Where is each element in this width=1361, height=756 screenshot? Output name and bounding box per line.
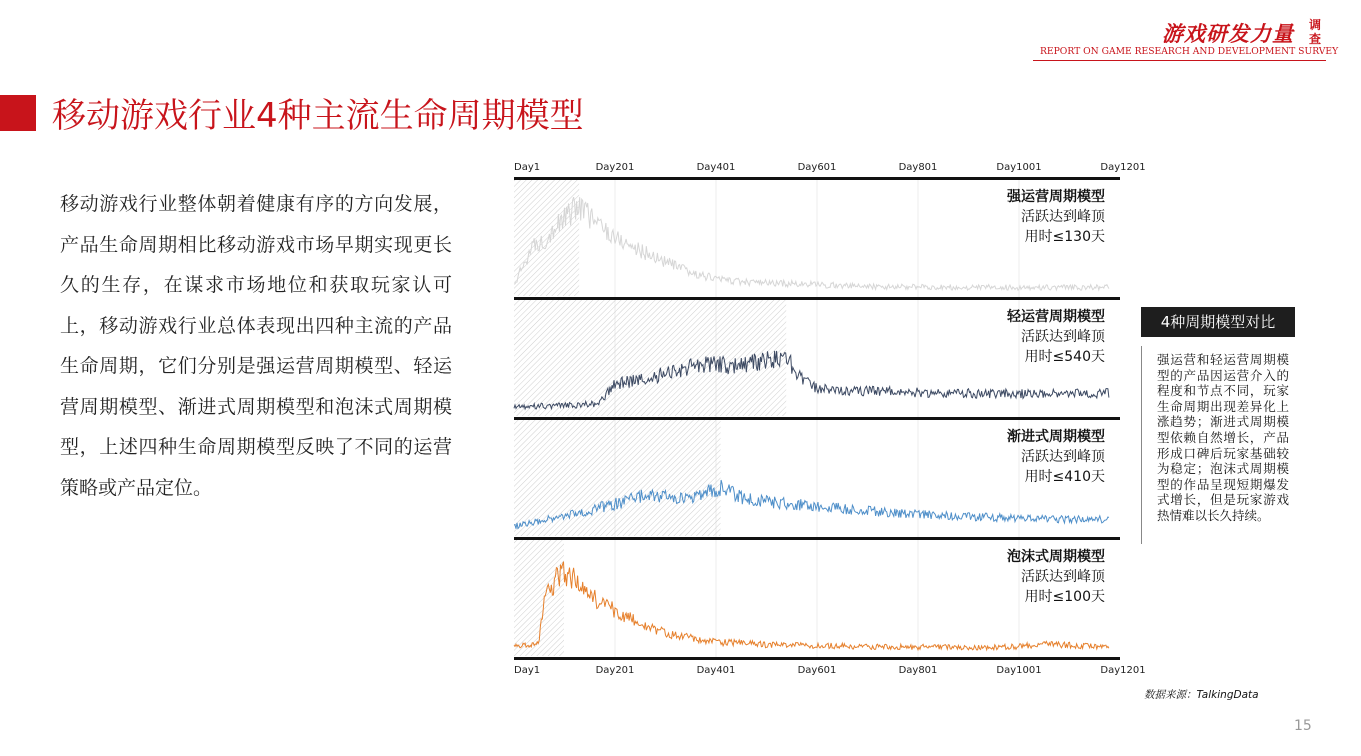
header-divider: [1033, 60, 1326, 61]
brand-subtitle: REPORT ON GAME RESEARCH AND DEVELOPMENT SURVEY: [1040, 46, 1339, 57]
series-name-label: 渐进式周期模型: [1007, 429, 1105, 445]
brand-logo: 游戏研发力量: [1162, 22, 1294, 46]
title-accent-bar: [0, 95, 36, 131]
intro-paragraph: 移动游戏行业整体朝着健康有序的方向发展，产品生命周期相比移动游戏市场早期实现更长久的生存，在谋求市场地位和获取玩家认可上，移动游戏行业总体表现出四种主流的产品生命周期，它们分别是强运营周期模型、轻运营周期模型、渐进式周期模型和泡沫式周期模型，上述四种生命周期模型反映了不同的运营策略或产品定位。: [60, 193, 452, 499]
series-name-label: 轻运营周期模型: [1007, 309, 1105, 325]
x-tick-label-top: Day1001: [996, 162, 1042, 173]
panel-separator: [514, 417, 1120, 420]
x-axis-line: [514, 657, 1120, 660]
data-source: 数据来源：TalkingData: [1144, 689, 1259, 701]
peak-period-hatch: [514, 180, 579, 296]
panel-separator: [514, 537, 1120, 540]
lifecycle-chart: [500, 155, 1146, 680]
series-sub-label: 用时≤410天: [1024, 469, 1105, 485]
x-tick-label-top: Day1201: [1100, 162, 1146, 173]
x-tick-label-bottom: Day601: [797, 665, 837, 676]
x-tick-label-bottom: Day801: [898, 665, 938, 676]
series-sub-label: 用时≤100天: [1024, 589, 1105, 605]
brand-logo-suffix: 调查: [1309, 18, 1322, 46]
series-sub-label: 用时≤130天: [1024, 229, 1105, 245]
series-sub-label: 活跃达到峰顶: [1021, 329, 1105, 345]
comparison-divider: [1141, 346, 1142, 544]
x-tick-label-top: Day201: [595, 162, 635, 173]
series-line: [514, 197, 1109, 290]
x-tick-label-top: Day1: [514, 162, 541, 173]
x-tick-label-bottom: Day201: [595, 665, 635, 676]
x-tick-label-bottom: Day1: [514, 665, 541, 676]
comparison-heading: 4种周期模型对比: [1141, 307, 1295, 337]
series-sub-label: 活跃达到峰顶: [1021, 209, 1105, 225]
panel-separator: [514, 177, 1120, 180]
series-name-label: 泡沫式周期模型: [1007, 549, 1105, 565]
peak-period-hatch: [514, 420, 721, 536]
series-sub-label: 活跃达到峰顶: [1021, 449, 1105, 465]
page-title: 移动游戏行业4种主流生命周期模型: [52, 96, 584, 136]
x-tick-label-top: Day601: [797, 162, 837, 173]
comparison-text: 强运营和轻运营周期模型的产品因运营介入的程度和节点不同，玩家生命周期出现差异化上涨趋势；渐进式周期模型依赖自然增长，产品形成口碑后玩家基础较为稳定；泡沫式周期模型的作品呈现短期爆发式增长，但是玩家游戏热情难以长久持续。: [1157, 352, 1289, 523]
x-tick-label-bottom: Day401: [696, 665, 736, 676]
x-tick-label-top: Day401: [696, 162, 736, 173]
series-sub-label: 活跃达到峰顶: [1021, 569, 1105, 585]
x-tick-label-bottom: Day1201: [1100, 665, 1146, 676]
series-name-label: 强运营周期模型: [1007, 189, 1105, 205]
series-line: [514, 562, 1109, 650]
x-tick-label-bottom: Day1001: [996, 665, 1042, 676]
panel-separator: [514, 297, 1120, 300]
page-number: 15: [1294, 718, 1312, 734]
series-sub-label: 用时≤540天: [1024, 349, 1105, 365]
x-tick-label-top: Day801: [898, 162, 938, 173]
